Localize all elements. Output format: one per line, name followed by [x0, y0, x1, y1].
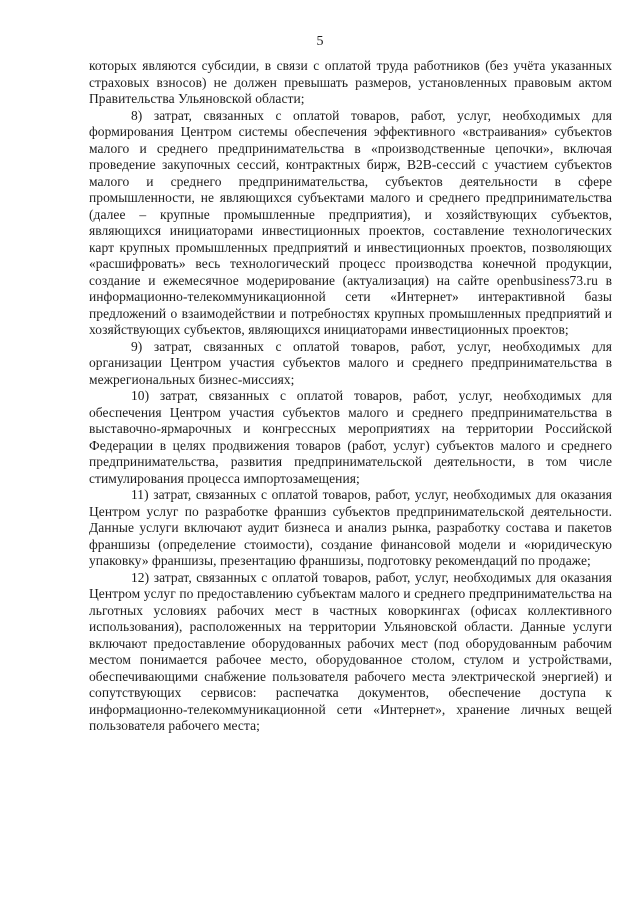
paragraph-item-11: 11) затрат, связанных с оплатой товаров, работ, услуг, необходимых для оказания Центром услуг по разработке франшиз субъектов предпринимательской деятельности. Данные услуги включают аудит бизнеса и анализ рынка, разработку состава и пакетов франшизы (определение стоимости), создание финансовой модели и «юридическую упаковку» франшизы, презентацию франшизы, подготовку рекомендаций по продаже;: [89, 487, 612, 568]
paragraph-item-9: 9) затрат, связанных с оплатой товаров, работ, услуг, необходимых для организации Центром участия субъектов малого и среднего предпринимательства в межрегиональных бизнес-миссиях;: [89, 338, 612, 387]
document-body: [89, 58, 612, 735]
paragraph-item-10: 10) затрат, связанных с оплатой товаров, работ, услуг, необходимых для обеспечения Центром участия субъектов малого и среднего предпринимательства в выставочно-ярмарочных и конгрессных мероприятиях на территории Российской Федерации в целях продвижения товаров (работ, услуг) субъектов малого и среднего предпринимательства, развития предпринимательской деятельности, в том числе стимулирования процесса импортозамещения;: [89, 388, 612, 486]
paragraph-item-8: 8) затрат, связанных с оплатой товаров, работ, услуг, необходимых для формирования Центром системы обеспечения эффективного «встраивания» субъектов малого и среднего предпринимательства в «производственные цепочки», включая проведение закупочных сессий, контрактных бирж, B2B-сессий с участием субъектов малого и среднего предпринимательства, субъектов деятельности в сфере промышленности, не являющихся субъектами малого и среднего предпринимательства (далее – крупные промышленные предприятия), и хозяйствующих субъектов, являющихся инициаторами инвестиционных проектов, составление технологических карт крупных промышленных предприятий и инвестиционных проектов, позволяющих «расшифровать» весь технологический процесс производства конечной продукции, создание и ежемесячное модерирование (актуализация) на сайте openbusiness73.ru в информационно-телекоммуникационной сети «Интернет» интерактивной базы предложений о взаимодействии и потребностях крупных промышленных предприятий и хозяйствующих субъектов, являющихся инициаторами инвестиционных проектов;: [89, 107, 612, 337]
paragraph-continuation: которых являются субсидии, в связи с оплатой труда работников (без учёта указанных страховых взносов) не должен превышать размеров, установленных правовым актом Правительства Ульяновской области;: [89, 58, 612, 106]
paragraph-item-12: 12) затрат, связанных с оплатой товаров, работ, услуг, необходимых для оказания Центром услуг по предоставлению субъектам малого и среднего предпринимательства на льготных условиях рабочих мест в частных коворкингах (офисах коллективного использования), расположенных на территории Ульяновской области. Данные услуги включают предоставление оборудованных рабочих мест (под оборудованным рабочим местом понимается рабочее место, оборудованное столом, стулом и устройствами, обеспечивающими снабжение пользователя рабочего места электрической энергией) и сопутствующих сервисов: распечатка документов, обеспечение доступа к информационно-телекоммуникационной сети «Интернет», хранение личных вещей пользователя рабочего места;: [89, 569, 612, 733]
page-number: 5: [316, 34, 324, 49]
